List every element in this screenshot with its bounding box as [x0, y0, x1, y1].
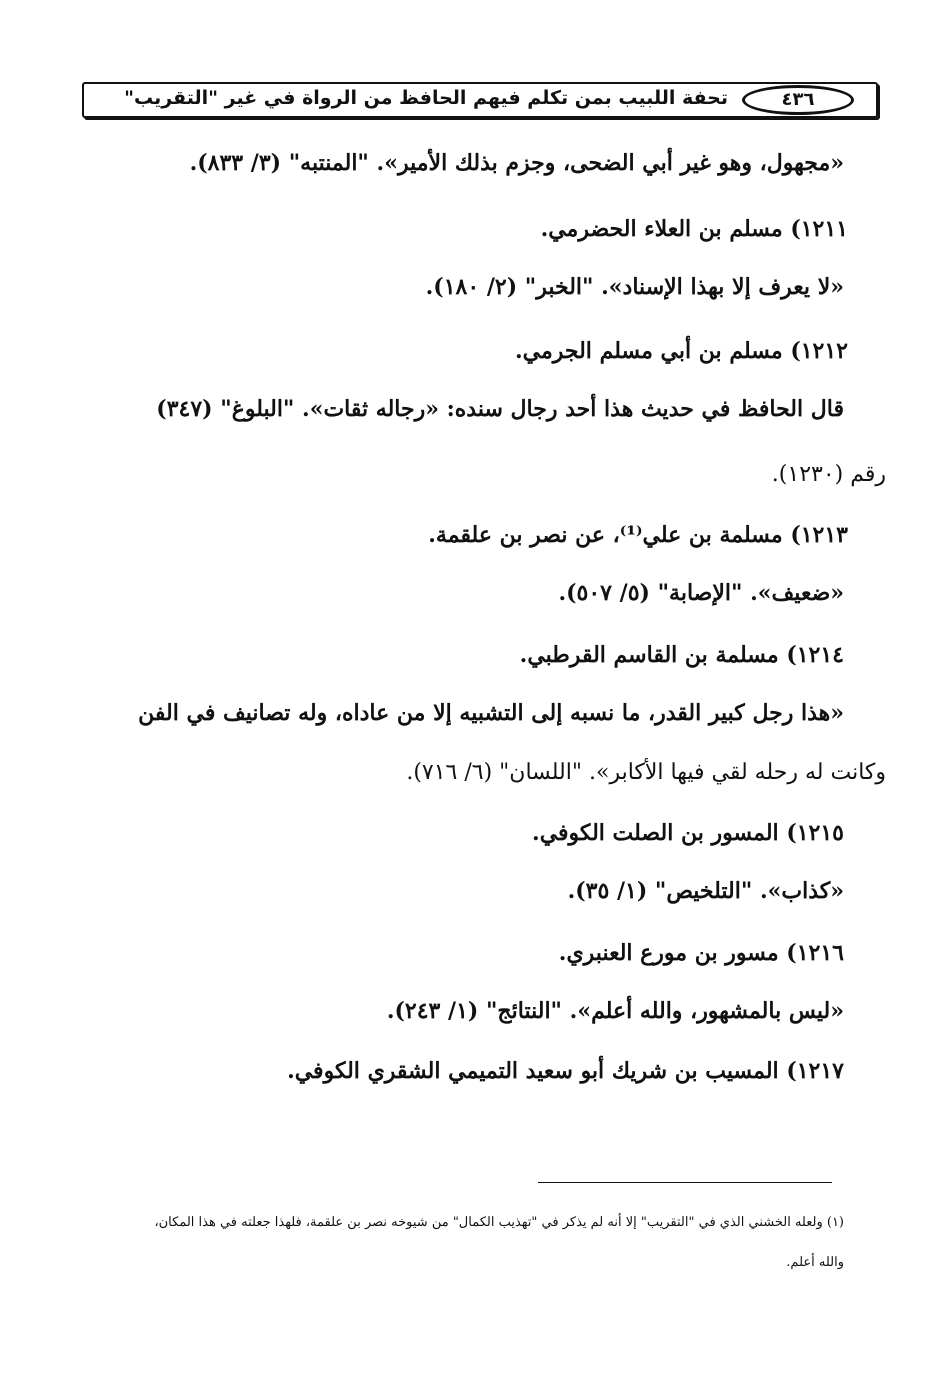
quote-line: «مجهول، وهو غير أبي الضحى، وجزم بذلك الأمير». "المنتبه" (٣/ ٨٣٣). [189, 150, 844, 176]
quote-line: «كذاب». "التلخيص" (١/ ٣٥). [567, 878, 844, 904]
entry-heading-1217: ١٢١٧) المسيب بن شريك أبو سعيد التميمي الشقري الكوفي. [287, 1058, 844, 1084]
page-number: ٤٣٦ [742, 85, 854, 115]
body-text-line: رقم (١٢٣٠). [771, 462, 886, 487]
quote-line: «هذا رجل كبير القدر، ما نسبه إلى التشبيه إلا من عاداه، وله تصانيف في الفن [138, 700, 844, 726]
entry-heading-1212: ١٢١٢) مسلم بن أبي مسلم الجرمي. [514, 338, 848, 364]
entry-heading-1211: ١٢١١) مسلم بن العلاء الحضرمي. [540, 216, 848, 242]
entry-heading-1214: ١٢١٤) مسلمة بن القاسم القرطبي. [519, 642, 844, 668]
body-text-line: وكانت له رحله لقي فيها الأكابر». "اللسان" (٦/ ٧١٦). [406, 760, 886, 785]
quote-line: «ليس بالمشهور، والله أعلم». "النتائج" (١/ ٢٤٣). [386, 998, 844, 1024]
footnote-line: (١) ولعله الخشني الذي في "التقريب" إلا أنه لم يذكر في "تهذيب الكمال" من شيوخه نصر بن علقمة، فلهذا جعلته في هذا المكان، [154, 1215, 844, 1230]
entry-heading-1215: ١٢١٥) المسور بن الصلت الكوفي. [532, 820, 844, 846]
quote-line: «لا يعرف إلا بهذا الإسناد». "الخبر" (٢/ ١٨٠). [425, 274, 844, 300]
header-title: تحفة اللبيب بمن تكلم فيهم الحافظ من الرواة في غير "التقريب" [124, 87, 728, 109]
quote-line: «ضعيف». "الإصابة" (٥/ ٥٠٧). [558, 580, 844, 606]
body-text-line: قال الحافظ في حديث هذا أحد رجال سنده: «رجاله ثقات». "البلوغ" (٣٤٧) [156, 396, 844, 422]
footnote-line: والله أعلم. [786, 1255, 844, 1270]
running-header [82, 82, 878, 118]
footnote-separator [538, 1182, 832, 1183]
entry-heading-1216: ١٢١٦) مسور بن مورع العنبري. [558, 940, 844, 966]
entry-heading-1213: ١٢١٣) مسلمة بن علي⁽¹⁾، عن نصر بن علقمة. [428, 522, 848, 548]
